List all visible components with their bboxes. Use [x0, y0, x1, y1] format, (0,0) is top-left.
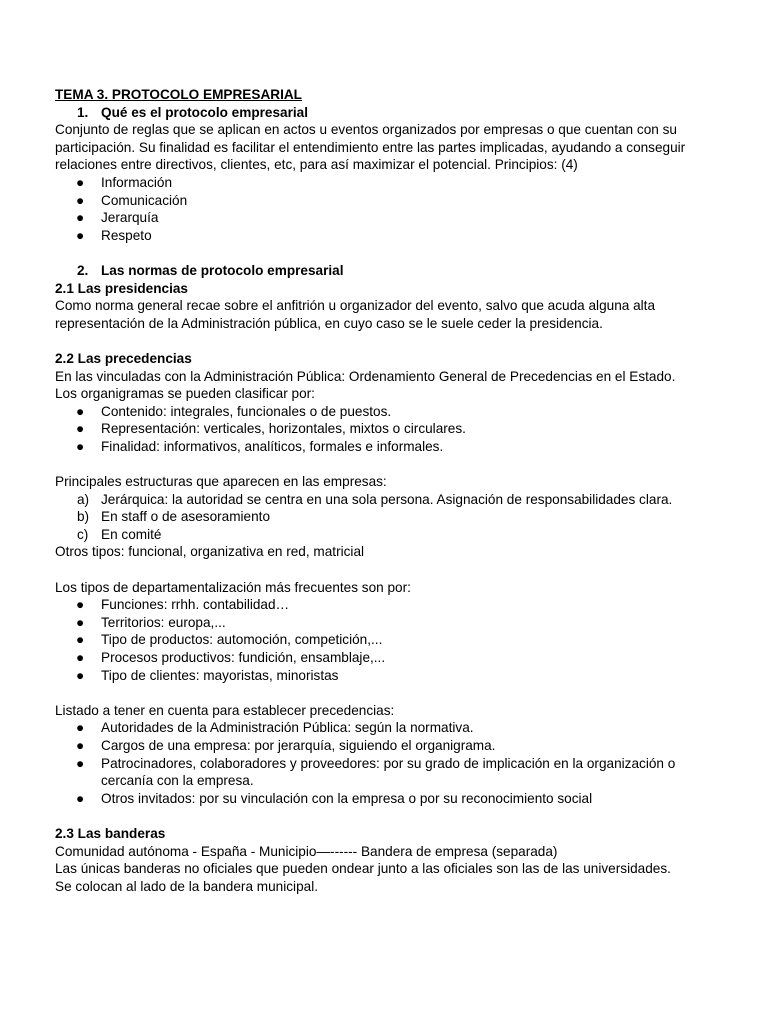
- subsection-2-2-intro-line: En las vinculadas con la Administración Pública: Ordenamiento General de Precedencias en el Estado.: [55, 368, 676, 384]
- bullet-icon: ●: [76, 614, 85, 630]
- spacer: [55, 561, 720, 579]
- bullet-icon: ●: [76, 667, 85, 683]
- list-item-text: Territorios: europa,...: [101, 614, 226, 630]
- list-item: [55, 420, 720, 438]
- subsection-2-1-heading: 2.1 Las presidencias: [55, 280, 188, 296]
- list-item-text: En comité: [101, 526, 162, 542]
- subsection-2-1-line: representación de la Administración pública, en cuyo caso se le suele ceder la presidencia.: [55, 315, 603, 331]
- subsection-2-3-heading: 2.3 Las banderas: [55, 825, 166, 841]
- list-item-text: Contenido: integrales, funcionales o de puestos.: [101, 403, 392, 419]
- bullet-icon: ●: [76, 403, 85, 419]
- subsection-2-1-line: Como norma general recae sobre el anfitrión u organizador del evento, salvo que acuda alguna alta: [55, 298, 656, 314]
- spacer: [55, 244, 720, 262]
- list-item-text: Representación: verticales, horizontales, mixtos o circulares.: [101, 421, 466, 437]
- spacer: [55, 684, 720, 702]
- list-item: [55, 614, 720, 632]
- list-item-text: Comunicación: [101, 192, 188, 208]
- list-item-letter: b): [77, 509, 90, 525]
- bullet-icon: ●: [76, 790, 85, 806]
- list-item-text: Jerarquía: [101, 210, 159, 226]
- list-item-text: Tipo de productos: automoción, competición,...: [101, 632, 383, 648]
- document-title: TEMA 3. PROTOCOLO EMPRESARIAL: [55, 87, 302, 102]
- subsection-2-2-heading: 2.2 Las precedencias: [55, 350, 192, 366]
- list-item-text: Respeto: [101, 227, 152, 243]
- list-item-text: Procesos productivos: fundición, ensamblaje,...: [101, 650, 386, 665]
- spacer: [55, 332, 720, 350]
- spacer: [55, 807, 720, 825]
- list-item-text: Patrocinadores, colaboradores y proveedores: por su grado de implicación en la organización o cercanía con la empresa.: [101, 755, 676, 789]
- spacer: [55, 455, 720, 473]
- subsection-2-3-line: Comunidad autónoma - España - Municipio—------ Bandera de empresa (separada): [55, 843, 558, 859]
- bullet-icon: ●: [76, 650, 85, 665]
- list-item: [55, 649, 720, 667]
- subsection-2-3-line: Las únicas banderas no oficiales que pueden ondear junto a las oficiales son las de las universidades.: [55, 861, 671, 877]
- precedence-list-intro: Listado a tener en cuenta para establecer precedencias:: [55, 702, 395, 718]
- list-item: [55, 491, 720, 509]
- document-page: [55, 86, 720, 895]
- section-1-heading-text: Qué es el protocolo empresarial: [101, 104, 308, 120]
- section-1-paragraph-line: participación. Su finalidad es facilitar el entendimiento entre las partes implicadas, ayudando a conseguir: [55, 139, 686, 155]
- list-item-text: Información: [101, 174, 173, 190]
- other-types: Otros tipos: funcional, organizativa en red, matricial: [55, 544, 365, 560]
- list-item-letter: c): [77, 526, 89, 542]
- bullet-icon: ●: [76, 174, 85, 190]
- list-item: [55, 631, 720, 649]
- list-item: [55, 596, 720, 614]
- list-item: [55, 174, 720, 192]
- section-1-paragraph-line: relaciones entre directivos, clientes, etc, para así maximizar el potencial. Principios: (4): [55, 157, 578, 173]
- section-1-paragraph-line: Conjunto de reglas que se aplican en actos u eventos organizados por empresas o que cuentan con su: [55, 122, 677, 138]
- bullet-icon: ●: [76, 720, 85, 736]
- list-item-text: Funciones: rrhh. contabilidad…: [101, 597, 290, 613]
- section-2-number: 2.: [77, 262, 89, 278]
- list-item: [55, 508, 720, 526]
- list-item: [55, 737, 720, 755]
- bullet-icon: ●: [76, 421, 85, 437]
- list-item-text: Jerárquica: la autoridad se centra en una sola persona. Asignación de responsabilidades clara.: [101, 491, 673, 507]
- section-2-heading: [55, 262, 720, 280]
- bullet-icon: ●: [76, 227, 85, 243]
- list-item: [55, 403, 720, 421]
- list-item: [55, 526, 720, 544]
- bullet-icon: ●: [76, 755, 85, 771]
- list-item-text: Autoridades de la Administración Pública: según la normativa.: [101, 720, 474, 736]
- bullet-icon: ●: [76, 597, 85, 613]
- section-1-number: 1.: [77, 104, 89, 120]
- section-1-heading: [55, 104, 720, 122]
- list-item-text: Cargos de una empresa: por jerarquía, siguiendo el organigrama.: [101, 737, 496, 753]
- departmentalization-intro: Los tipos de departamentalización más frecuentes son por:: [55, 579, 411, 595]
- subsection-2-2-intro-line: Los organigramas se pueden clasificar por:: [55, 386, 315, 402]
- bullet-icon: ●: [76, 210, 85, 226]
- list-item: [55, 192, 720, 210]
- list-item-text: En staff o de asesoramiento: [101, 509, 271, 525]
- bullet-icon: ●: [76, 192, 85, 208]
- list-item: [55, 209, 720, 227]
- list-item: [55, 438, 720, 456]
- list-item-text: Tipo de clientes: mayoristas, minoristas: [101, 667, 339, 683]
- structures-intro: Principales estructuras que aparecen en las empresas:: [55, 474, 387, 490]
- list-item-text: Finalidad: informativos, analíticos, formales e informales.: [101, 438, 444, 454]
- list-item: [55, 227, 720, 245]
- bullet-icon: ●: [76, 737, 85, 753]
- list-item-letter: a): [77, 491, 90, 507]
- subsection-2-3-line: Se colocan al lado de la bandera municipal.: [55, 878, 318, 894]
- list-item-text: Otros invitados: por su vinculación con la empresa o por su reconocimiento social: [101, 790, 593, 806]
- list-item: [55, 667, 720, 685]
- bullet-icon: ●: [76, 632, 85, 648]
- list-item: [55, 755, 720, 790]
- bullet-icon: ●: [76, 438, 85, 454]
- list-item: [55, 719, 720, 737]
- section-2-heading-text: Las normas de protocolo empresarial: [101, 262, 344, 278]
- list-item: [55, 790, 720, 808]
